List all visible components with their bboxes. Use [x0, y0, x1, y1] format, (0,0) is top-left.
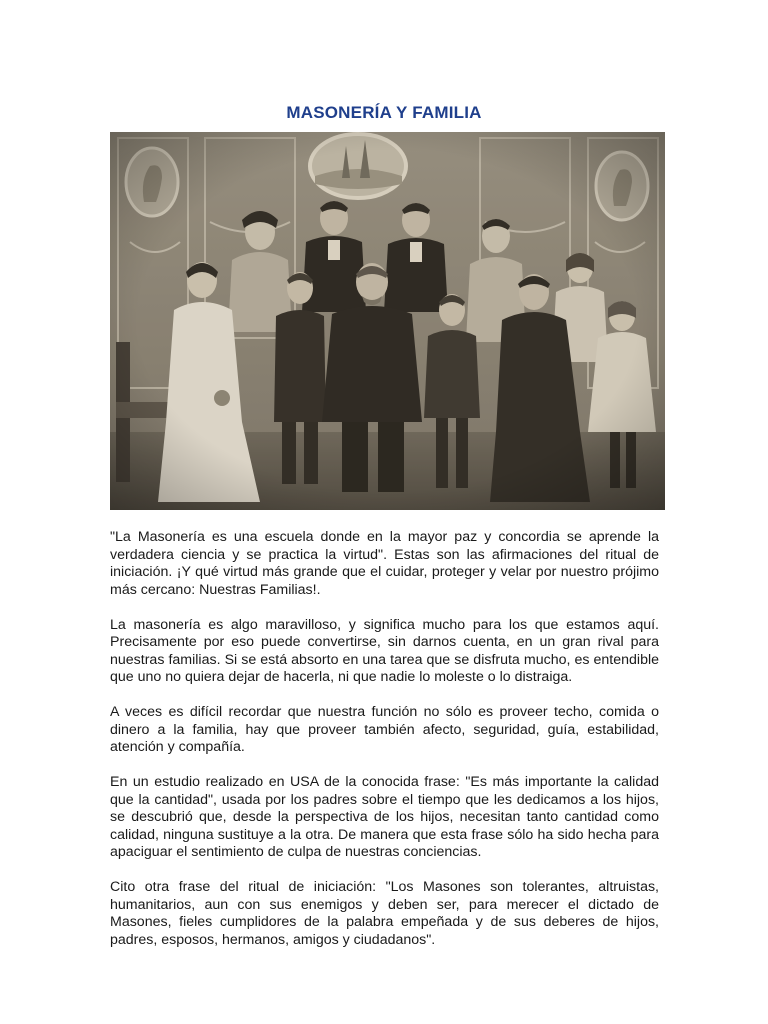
- family-portrait-photo: [110, 132, 665, 510]
- page-title: MASONERÍA Y FAMILIA: [286, 103, 482, 123]
- paragraph: "La Masonería es una escuela donde en la mayor paz y concordia se aprende la verdadera ciencia y se practica la virtud". Estas son las afirmaciones del ritual de iniciación. ¡Y qué virtud más grande que el cuidar, proteger y velar por nuestro prójimo más cercano: Nuestras Familias!.: [110, 529, 659, 598]
- paragraph: Cito otra frase del ritual de iniciación: "Los Masones son tolerantes, altruistas, humanitarios, aun con sus enemigos y deben ser, para merecer el dictado de Masones, fieles cumplidores de la palabra empeñada y de sus deberes de hijos, padres, esposos, hermanos, amigos y ciudadanos".: [110, 879, 659, 948]
- paragraph: La masonería es algo maravilloso, y significa mucho para los que estamos aquí. Precisamente por eso puede convertirse, sin darnos cuenta, en un gran rival para nuestras familias. Si se está absorto en una tarea que se disfruta mucho, es entendible que uno no quiera dejar de hacerla, ni que nadie lo moleste o lo distraiga.: [110, 616, 659, 685]
- article-body: [110, 529, 659, 967]
- paragraph: En un estudio realizado en USA de la conocida frase: "Es más importante la calidad que la cantidad", usada por los padres sobre el tiempo que les dedicamos a los hijos, se descubrió que, desde la perspectiva de los hijos, necesitan tanto cantidad como calidad, ninguna sustituye a la otra. De manera que esta frase sólo ha sido hecha para apaciguar el sentimiento de culpa de nuestras conciencias.: [110, 774, 659, 860]
- paragraph: A veces es difícil recordar que nuestra función no sólo es proveer techo, comida o dinero a la familia, hay que proveer también afecto, seguridad, guía, estabilidad, atención y compañía.: [110, 704, 659, 755]
